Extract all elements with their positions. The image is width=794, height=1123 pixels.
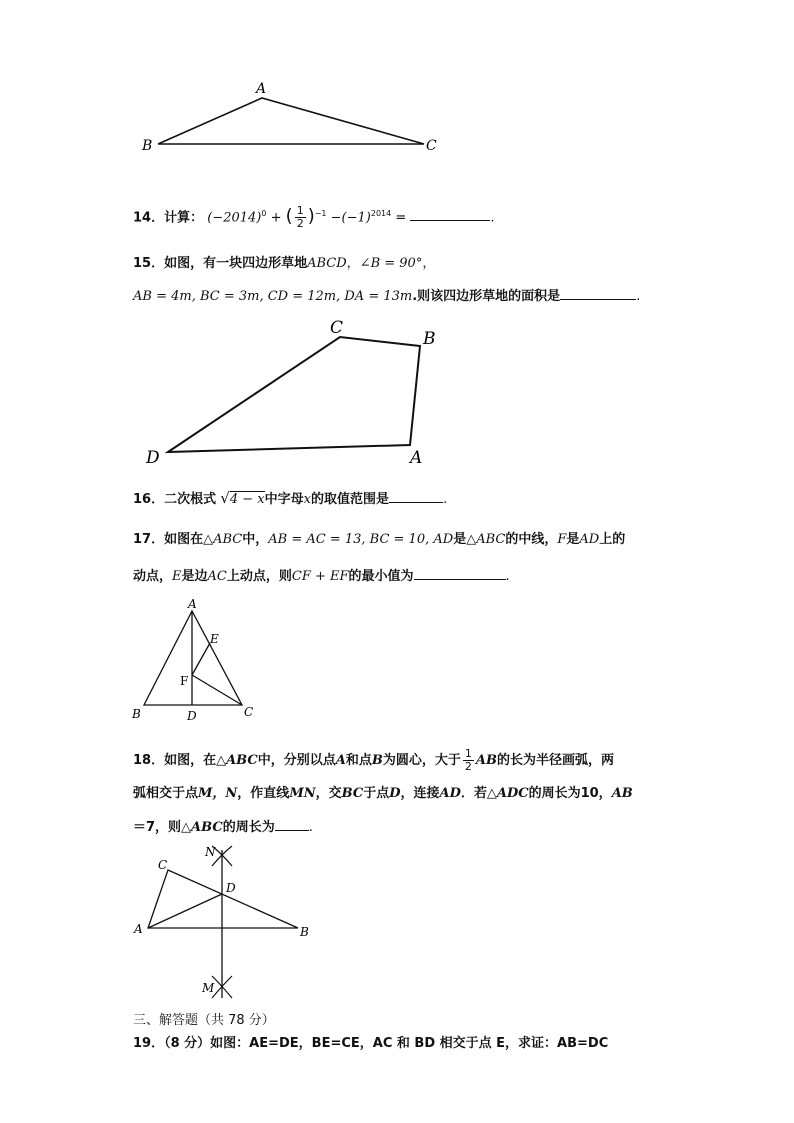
question-text: 动点， <box>133 569 173 584</box>
label-e: E <box>210 632 219 646</box>
question-text: 如图在 <box>164 532 204 547</box>
question-text: 的中线， <box>505 532 558 547</box>
label-c: C <box>158 858 168 872</box>
triangle-abc-shape <box>158 98 424 144</box>
question-text: 中，分别以点 <box>257 753 336 768</box>
question-text: 二次根式 <box>164 492 217 507</box>
question-14: 14．计算： $(-2014)^0$ + ( $\frac{1}{2}$ )$^{-1} -(-1)^{2014}$ = . <box>133 204 495 231</box>
label-f: F <box>180 674 189 688</box>
question-text: ，作直线 <box>237 786 290 801</box>
sqrt-icon: √ <box>220 489 230 507</box>
question-text: 为圆心，大于 <box>382 753 461 768</box>
question-text: .则该四边形草地的面积是 <box>412 289 561 304</box>
segment-ac: AC <box>207 569 227 584</box>
point-d: D <box>389 786 401 801</box>
plus-sign: + <box>270 210 282 226</box>
period: . <box>442 492 448 507</box>
period: . <box>636 289 641 304</box>
quadrilateral-abcd-figure <box>140 315 450 470</box>
segment-bc: BC <box>341 786 364 801</box>
question-text: 上的 <box>599 532 626 547</box>
triangle-abc: △ABC <box>203 532 243 547</box>
exp-c: 2014 <box>370 209 392 218</box>
period: . <box>490 210 495 226</box>
label-a: A <box>134 922 143 936</box>
side-lengths: AB = 4m, BC = 3m, CD = 12m, DA = 13m <box>133 289 413 304</box>
variable-x: x <box>303 492 311 507</box>
question-text: ，交 <box>315 786 342 801</box>
label-a: A <box>410 448 423 468</box>
answer-blank <box>389 488 443 503</box>
question-number: 15． <box>133 256 165 271</box>
segment-ad: AD <box>579 532 600 547</box>
expr-c: −(−1) <box>330 210 371 226</box>
label-b: B <box>423 329 436 349</box>
triangle-abc: ABC <box>226 753 258 768</box>
question-text: ．若△ <box>460 786 497 801</box>
label-n: N <box>205 845 216 859</box>
point-f: F <box>557 532 567 547</box>
expr-a: (−2014) <box>207 210 262 226</box>
label-c: C <box>330 318 344 338</box>
label-a: A <box>188 597 197 611</box>
points-mn: M，N <box>198 786 238 801</box>
fraction-half: $\frac{1}{2}$ <box>296 204 304 231</box>
label-b: B <box>142 138 153 154</box>
question-number: 18． <box>133 753 165 768</box>
triangle-median-figure <box>128 597 268 727</box>
label-c: C <box>244 705 254 719</box>
answer-blank <box>414 565 506 580</box>
question-text: 如图，有一块四边形草地 <box>164 256 308 271</box>
comma: ， <box>422 256 436 271</box>
question-15-line-2 <box>133 285 640 307</box>
period: . <box>308 820 313 835</box>
segment-ad: AD <box>439 786 461 801</box>
question-15-line-1 <box>133 254 435 274</box>
angle-b: ∠B = 90° <box>359 256 423 271</box>
question-text: 是边 <box>181 569 208 584</box>
question-text: 是 <box>453 532 467 547</box>
answer-blank <box>560 285 636 300</box>
question-18-line-2 <box>133 784 633 804</box>
question-text: 中字母 <box>264 492 304 507</box>
question-16 <box>133 488 447 510</box>
fraction-half: $\frac{1}{2}$ <box>464 747 472 773</box>
question-text: ，连接 <box>400 786 440 801</box>
question-number: 14． <box>133 210 165 226</box>
question-text: 的取值范围是 <box>310 492 389 507</box>
question-label: 计算： <box>164 210 204 226</box>
equals-sign: = <box>395 210 407 226</box>
question-number: 17． <box>133 532 165 547</box>
radicand: 4 − x <box>229 492 265 507</box>
quad-name: ABCD <box>307 256 347 271</box>
exp-b: −1 <box>314 209 327 218</box>
question-18-line-1 <box>133 748 614 773</box>
label-m: M <box>202 981 215 995</box>
label-d: D <box>226 881 236 895</box>
question-text: 上动点，则 <box>226 569 292 584</box>
section-title: 三、解答题（共 78 分） <box>133 1013 275 1028</box>
question-text: 的周长为10， <box>528 786 612 801</box>
question-text: 是 <box>566 532 580 547</box>
triangle-adc: ADC <box>496 786 529 801</box>
exp-a: 0 <box>261 209 267 218</box>
condition: AB = AC = 13, BC = 10, AD <box>268 532 454 547</box>
question-text: 和点 <box>345 753 372 768</box>
label-d: D <box>187 709 197 723</box>
segment-fe <box>192 643 210 675</box>
triangle-abc-figure <box>138 78 448 168</box>
question-text: 的长为半径画弧，两 <box>496 753 614 768</box>
question-text: 的周长为 <box>222 820 275 835</box>
question-text: 如图，在△ <box>164 753 227 768</box>
segment-ab: AB <box>611 786 633 801</box>
segment-ad <box>148 894 222 928</box>
label-a: A <box>256 81 267 97</box>
triangle-shape <box>148 870 298 928</box>
label-b: B <box>300 925 309 939</box>
question-18-line-3 <box>133 816 313 838</box>
question-text: 中， <box>242 532 269 547</box>
segment-ab: AB <box>475 753 497 768</box>
perpendicular-bisector-figure <box>128 838 328 1008</box>
label-c: C <box>426 138 437 154</box>
answer-blank <box>275 816 309 831</box>
comma: ， <box>346 256 360 271</box>
quadrilateral-shape <box>168 337 420 452</box>
label-d: D <box>146 448 160 468</box>
question-text: ＝7，则△ <box>133 820 192 835</box>
question-17-line-2 <box>133 565 510 587</box>
question-17-line-1 <box>133 530 625 550</box>
point-a: A <box>335 753 346 768</box>
expression: CF + EF <box>291 569 349 584</box>
answer-blank <box>410 206 490 221</box>
question-number: 16． <box>133 492 165 507</box>
triangle-shape <box>144 611 242 705</box>
question-text: 于点 <box>363 786 390 801</box>
question-text: 的最小值为 <box>348 569 414 584</box>
point-e: E <box>172 569 182 584</box>
triangle-abc: △ABC <box>466 532 506 547</box>
line-mn: MN <box>289 786 316 801</box>
question-text: 弧相交于点 <box>133 786 199 801</box>
label-b: B <box>132 707 141 721</box>
point-b: B <box>371 753 383 768</box>
triangle-abc: ABC <box>191 820 223 835</box>
period: . <box>505 569 510 584</box>
question-19: 19．（8 分）如图：AE=DE，BE=CE，AC 和 BD 相交于点 E，求证：AB=DC <box>133 1036 609 1051</box>
